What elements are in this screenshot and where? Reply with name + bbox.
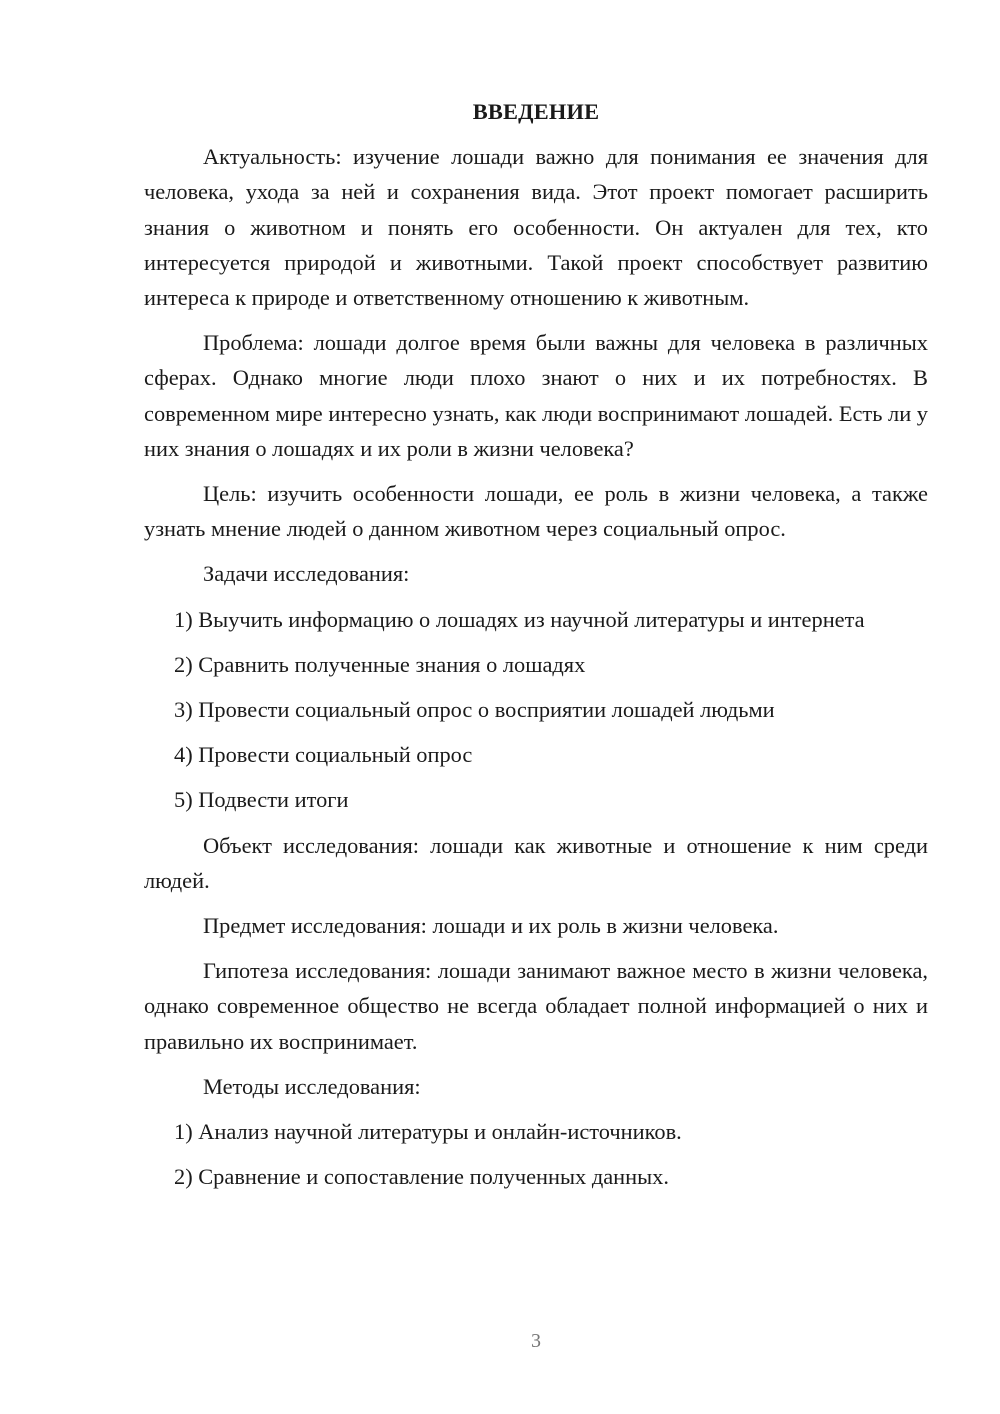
- methods-heading: Методы исследования:: [203, 1073, 421, 1099]
- relevance-paragraph: Актуальность: изучение лошади важно для понимания ее значения для человека, ухода за ней и сохранения вида. Этот проект помогает расширить знания о животном и понять его особенности. Он актуален для тех, кто интересуется природой и животными. Такой проект способствует развитию интереса к природе и ответственному отношению к животным.: [144, 144, 928, 311]
- task-item-2: 2) Сравнить полученные знания о лошадях: [174, 651, 586, 677]
- method-item-1: 1) Анализ научной литературы и онлайн-источников.: [174, 1119, 682, 1145]
- task-item-4: 4) Провести социальный опрос: [174, 742, 473, 768]
- page-number: 3: [531, 1330, 541, 1352]
- object-paragraph: Объект исследования: лошади как животные и отношение к ним среди людей.: [144, 832, 928, 893]
- section-title: ВВЕДЕНИЕ: [472, 99, 600, 124]
- task-item-3: 3) Провести социальный опрос о восприятии лошадей людьми: [174, 697, 775, 723]
- task-item-5: 5) Подвести итоги: [174, 787, 349, 813]
- method-item-2: 2) Сравнение и сопоставление полученных данных.: [174, 1164, 669, 1190]
- tasks-heading: Задачи исследования:: [203, 561, 410, 587]
- goal-paragraph: Цель: изучить особенности лошади, ее роль в жизни человека, а также узнать мнение людей о данном животном через социальный опрос.: [144, 481, 928, 542]
- problem-paragraph: Проблема: лошади долгое время были важны для человека в различных сферах. Однако многие люди плохо знают о них и их потребностях. В современном мире интересно узнать, как люди воспринимают лошадей. Есть ли у них знания о лошадях и их роли в жизни человека?: [144, 330, 928, 461]
- hypothesis-paragraph: Гипотеза исследования: лошади занимают важное место в жизни человека, однако современное общество не всегда обладает полной информацией о них и правильно их воспринимает.: [144, 958, 928, 1054]
- document-page: [144, 94, 928, 1204]
- subject-paragraph: Предмет исследования: лошади и их роль в жизни человека.: [203, 913, 779, 939]
- task-item-1: 1) Выучить информацию о лошадях из научной литературы и интернета: [174, 606, 865, 632]
